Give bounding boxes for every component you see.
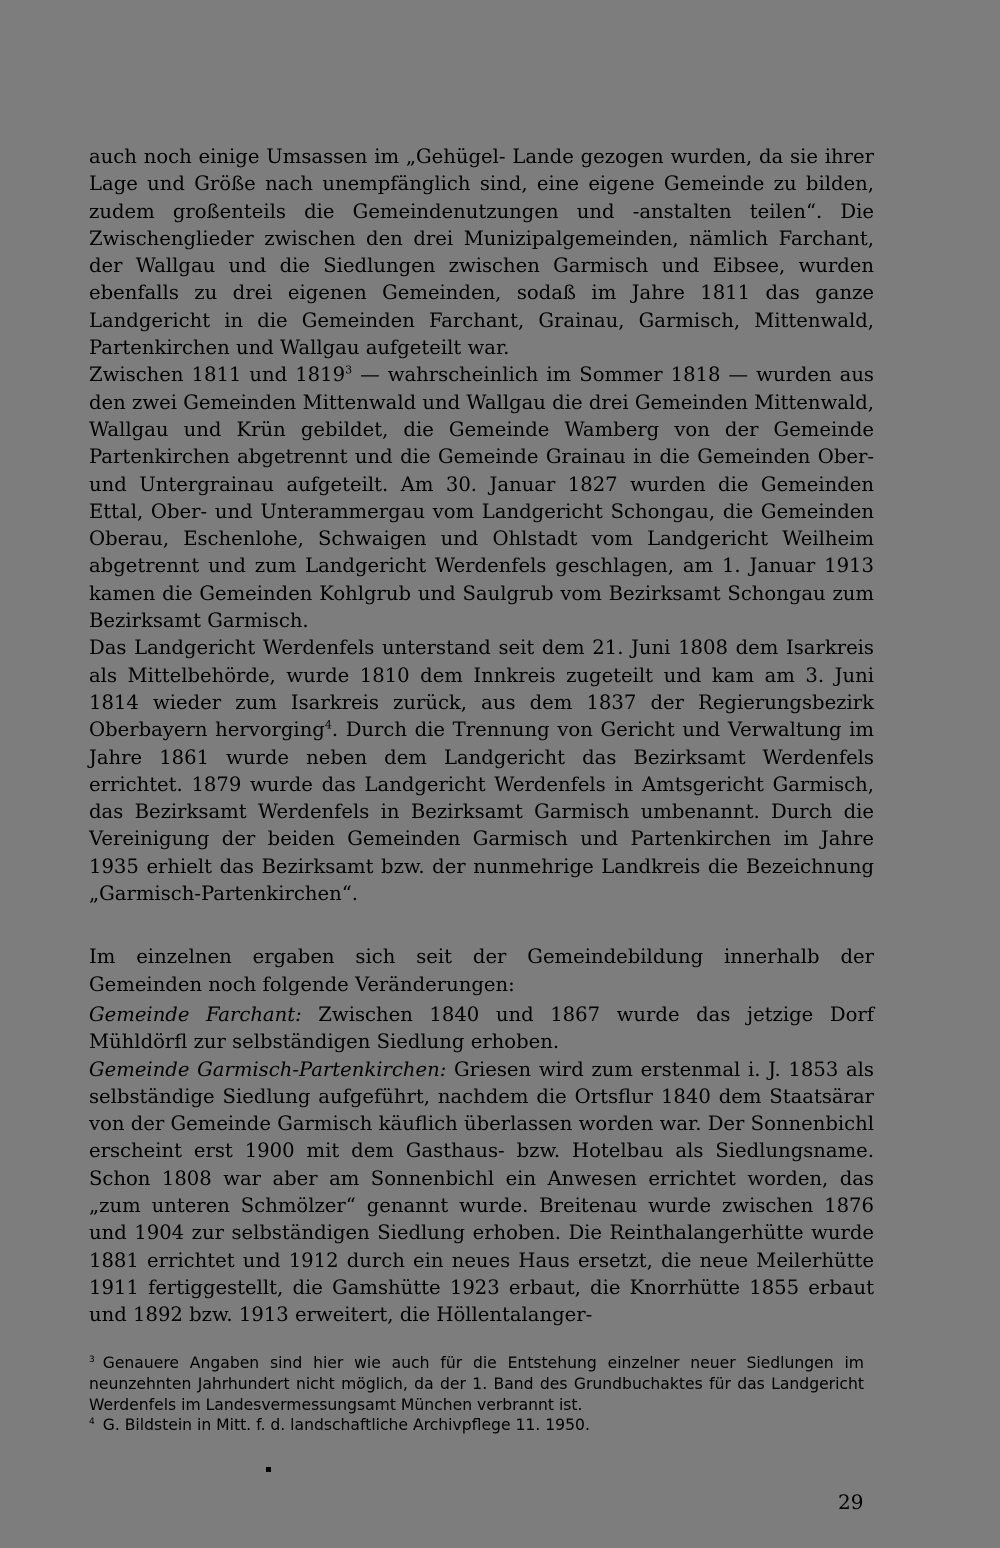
footnote-text-4: G. Bildstein in Mitt. f. d. landschaftliche Archivpflege 11. 1950. — [102, 1416, 590, 1435]
paragraph-3-start: Das Landgericht Werdenfels unterstand seit dem 21. Juni 1808 dem Isarkreis als Mittelbehörde, wurde 1810 dem Innkreis zugeteilt und kam am 3. Juni 1814 wieder zum Isarkreis zurück, aus dem 1837 der Regierungsbezirk Oberbayern hervorging — [89, 636, 874, 742]
footnote-ref-4: 4 — [324, 718, 332, 732]
paragraph-gap — [89, 907, 874, 943]
paragraph-farchant — [89, 1001, 874, 1056]
paragraph-2-rest: — wahrscheinlich im Sommer 1818 — wurden aus den zwei Gemeinden Mittenwald und Wallgau die drei Gemeinden Mittenwald, Wallgau und Krün gebildet, die Gemeinde Wamberg von der Gemeinde Partenkirchen abgetrennt und die Gemeinde Grainau in die Gemeinden Ober- und Untergrainau aufgeteilt. Am 30. Januar 1827 wurden die Gemeinden Ettal, Ober- und Unterammergau vom Landgericht Schongau, die Gemeinden Oberau, Eschenlohe, Schwaigen und Ohlstadt vom Landgericht Weilheim abgetrennt und zum Landgericht Werdenfels geschlagen, am 1. Januar 1913 kamen die Gemeinden Kohlgrub und Saulgrub vom Bezirksamt Schongau zum Bezirksamt Garmisch. — [89, 363, 874, 633]
footnote-mark-3: 3 — [89, 1354, 95, 1365]
text-garmisch: Griesen wird zum erstenmal i. J. 1853 als selbständige Siedlung aufgeführt, nachdem die Ortsflur 1840 dem Staatsärar von der Gemeinde Garmisch käuflich überlassen worden war. Der Sonnenbichl erscheint erst 1900 mit dem Gasthaus- bzw. Hotelbau als Siedlungsname. Schon 1808 war aber am Sonnenbichl ein Anwesen errichtet worden, das „zum unteren Schmölzer“ genannt wurde. Breitenau wurde zwischen 1876 und 1904 zur selbständigen Siedlung erhoben. Die Reinthalangerhütte wurde 1881 errichtet und 1912 durch ein neues Haus ersetzt, die neue Meilerhütte 1911 fertiggestellt, die Gamshütte 1923 erbaut, die Knorrhütte 1855 erbaut und 1892 bzw. 1913 erweitert, die Höllentalanger- — [89, 1057, 874, 1327]
bullet-dot — [266, 1467, 271, 1472]
paragraph-2-start: Zwischen 1811 und 1819 — [89, 363, 346, 387]
footnote-4 — [89, 1415, 864, 1436]
footnotes — [89, 1353, 864, 1436]
footnote-ref-3: 3 — [345, 363, 353, 377]
paragraph-2 — [89, 361, 874, 634]
footnote-text-3: Genauere Angaben sind hier wie auch für die Entstehung einzelner neuer Siedlungen im neunzehnten Jahrhundert nicht möglich, da der 1. Band des Grundbuchaktes für das Landgericht Werdenfels im Landesvermessungsamt München verbrannt ist. — [89, 1354, 864, 1414]
footnote-mark-4: 4 — [89, 1417, 95, 1428]
paragraph-3 — [89, 634, 874, 907]
paragraph-3-rest: . Durch die Trennung von Gericht und Verwaltung im Jahre 1861 wurde neben dem Landgericht das Bezirksamt Werdenfels errichtet. 1879 wurde das Landgericht Werdenfels in Amtsgericht Garmisch, das Bezirksamt Werdenfels in Bezirksamt Garmisch umbenannt. Durch die Vereinigung der beiden Gemeinden Garmisch und Partenkirchen im Jahre 1935 erhielt das Bezirksamt bzw. der nunmehrige Landkreis die Bezeichnung „Garmisch-Partenkirchen“. — [89, 718, 874, 906]
page-number: 29 — [838, 1490, 864, 1514]
paragraph-garmisch — [89, 1056, 874, 1329]
text-farchant: Zwischen 1840 und 1867 wurde das jetzige Dorf Mühldörfl zur selbständigen Siedlung erhoben. — [89, 1002, 874, 1054]
main-text — [89, 143, 874, 1328]
footnote-3 — [89, 1353, 864, 1415]
page-body — [89, 143, 874, 1328]
label-farchant: Gemeinde Farchant: — [89, 1002, 302, 1026]
paragraph-1: auch noch einige Umsassen im „Gehügel- Lande gezogen wurden, da sie ihrer Lage und Größe nach unempfänglich sind, eine eigene Gemeinde zu bilden, zudem großenteils die Gemeindenutzungen und -anstalten teilen“. Die Zwischenglieder zwischen den drei Munizipalgemeinden, nämlich Farchant, der Wallgau und die Siedlungen zwischen Garmisch und Eibsee, wurden ebenfalls zu drei eigenen Gemeinden, sodaß im Jahre 1811 das ganze Landgericht in die Gemeinden Farchant, Grainau, Garmisch, Mittenwald, Partenkirchen und Wallgau aufgeteilt war. — [89, 145, 874, 360]
label-garmisch: Gemeinde Garmisch-Partenkirchen: — [89, 1057, 447, 1081]
paragraph-4: Im einzelnen ergaben sich seit der Gemeindebildung innerhalb der Gemeinden noch folgende Veränderungen: — [89, 945, 874, 996]
